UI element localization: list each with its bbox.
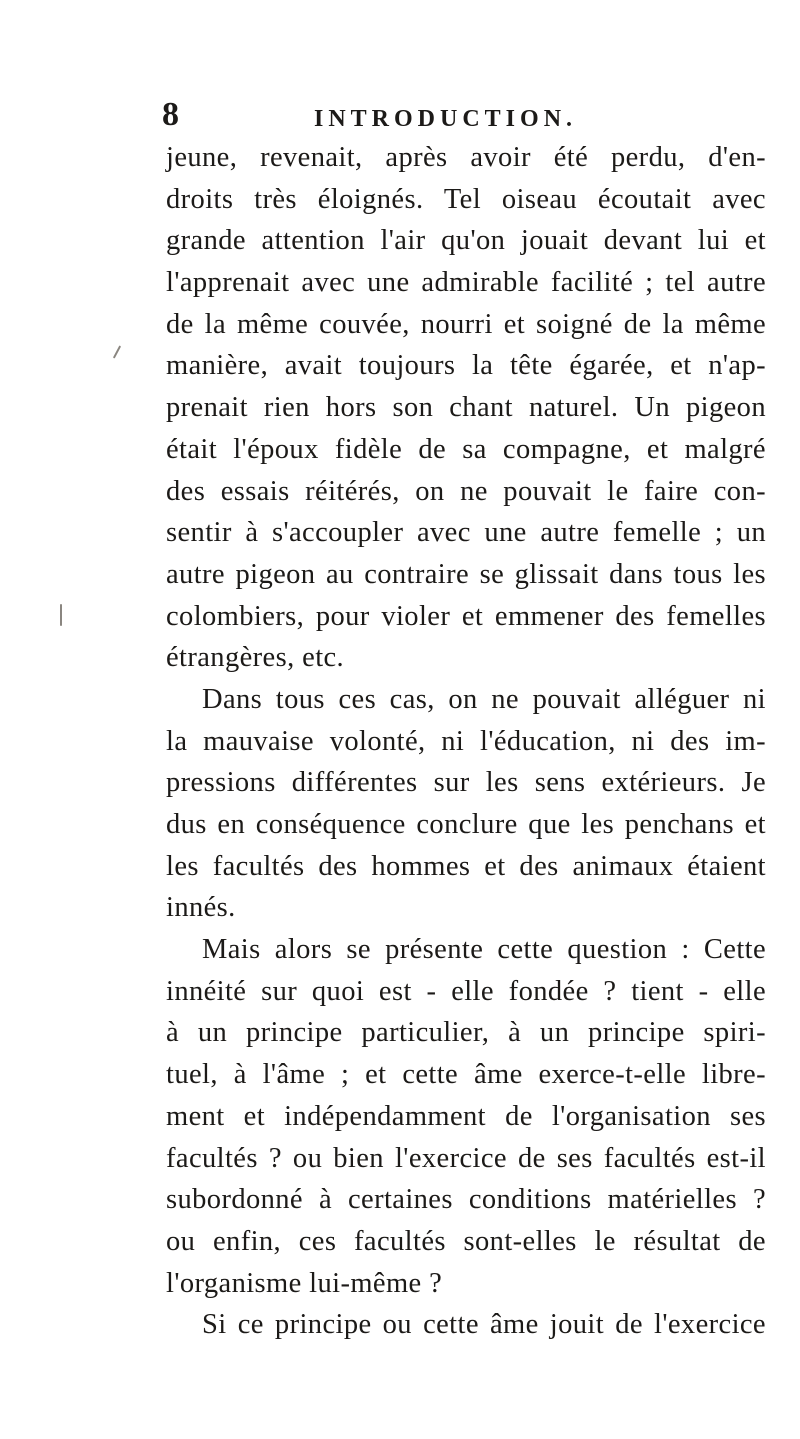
running-head: INTRODUCTION. bbox=[314, 106, 578, 132]
text-line: à un principe particulier, à un principe spiri- bbox=[166, 1017, 766, 1049]
text-line: ment et indépendamment de l'organisation ses bbox=[166, 1100, 766, 1132]
text-line: les facultés des hommes et des animaux étaient bbox=[166, 850, 766, 882]
text-line: innéité sur quoi est - elle fondée ? tient - elle bbox=[166, 975, 766, 1007]
page-header bbox=[0, 93, 800, 137]
text-line: Mais alors se présente cette question : Cette bbox=[202, 934, 766, 966]
text-line: dus en conséquence conclure que les penchans et bbox=[166, 809, 766, 840]
text-line: droits très éloignés. Tel oiseau écoutait avec bbox=[166, 183, 766, 215]
text-line: pressions différentes sur les sens extérieurs. Je bbox=[166, 767, 766, 799]
text-line: l'organisme lui-même ? bbox=[166, 1267, 443, 1299]
margin-mark bbox=[113, 345, 121, 358]
text-line: manière, avait toujours la tête égarée, et n'ap- bbox=[166, 350, 766, 382]
page-number: 8 bbox=[162, 96, 179, 133]
text-line: l'apprenait avec une admirable facilité ; tel autre bbox=[166, 267, 766, 299]
text-line: jeune, revenait, après avoir été perdu, d'en- bbox=[166, 142, 766, 173]
text-line: Dans tous ces cas, on ne pouvait alléguer ni bbox=[202, 683, 766, 715]
text-line: colombiers, pour violer et emmener des femelles bbox=[166, 600, 766, 632]
text-line: la mauvaise volonté, ni l'éducation, ni des im- bbox=[166, 725, 766, 757]
body-text bbox=[166, 137, 766, 1346]
text-line: des essais réitérés, on ne pouvait le faire con- bbox=[166, 475, 766, 507]
text-line: prenait rien hors son chant naturel. Un pigeon bbox=[166, 392, 766, 424]
text-line: facultés ? ou bien l'exercice de ses facultés est-il bbox=[166, 1142, 766, 1174]
text-line: étrangères, etc. bbox=[166, 642, 345, 674]
text-line: tuel, à l'âme ; et cette âme exerce-t-elle libre- bbox=[166, 1059, 766, 1091]
text-line: autre pigeon au contraire se glissait dans tous les bbox=[166, 558, 766, 590]
text-line: innés. bbox=[166, 892, 236, 924]
text-line: de la même couvée, nourri et soigné de la même bbox=[166, 308, 766, 340]
margin-mark bbox=[60, 604, 62, 626]
text-line: Si ce principe ou cette âme jouit de l'exercice bbox=[202, 1309, 766, 1341]
text-line: subordonné à certaines conditions matérielles ? bbox=[166, 1184, 766, 1216]
text-line: sentir à s'accoupler avec une autre femelle ; un bbox=[166, 517, 766, 549]
text-line: grande attention l'air qu'on jouait devant lui et bbox=[166, 225, 766, 257]
text-line: ou enfin, ces facultés sont-elles le résultat de bbox=[166, 1225, 766, 1257]
text-line: était l'époux fidèle de sa compagne, et malgré bbox=[166, 433, 766, 465]
